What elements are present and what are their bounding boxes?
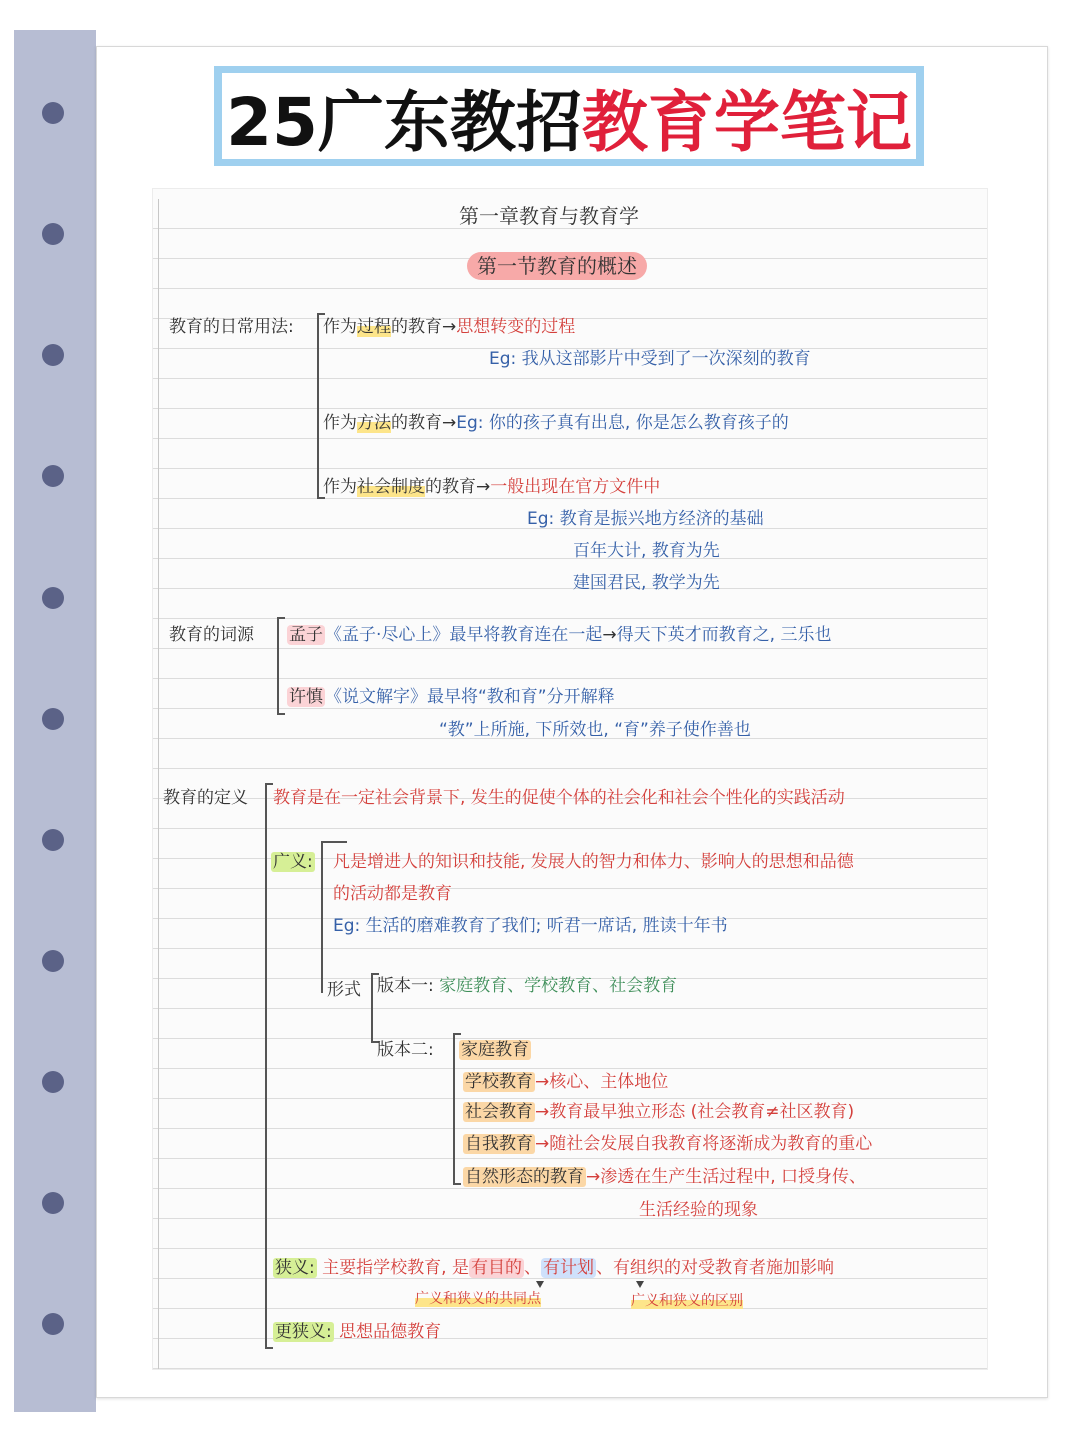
version-2-bracket bbox=[453, 1033, 455, 1185]
usage-system-example: Eg: 教育是振兴地方经济的基础 bbox=[527, 509, 764, 529]
broad-line-1: 凡是增进人的知识和技能, 发展人的智力和体力、影响人的思想和品德 bbox=[333, 852, 854, 872]
arrow-down-icon bbox=[536, 1281, 544, 1288]
binder-hole bbox=[42, 344, 64, 366]
broad-label: 广义: bbox=[273, 852, 313, 872]
usage-method: 作为方法的教育→Eg: 你的孩子真有出息, 你是怎么教育孩子的 bbox=[323, 413, 789, 433]
definition-main: 教育是在一定社会背景下, 发生的促使个体的社会化和社会个性化的实践活动 bbox=[273, 788, 845, 808]
binder-hole bbox=[42, 102, 64, 124]
binder-hole bbox=[42, 1071, 64, 1093]
definition-label: 教育的定义 bbox=[163, 788, 248, 808]
narrow-note-difference: 广义和狭义的区别 bbox=[631, 1293, 743, 1309]
forms-version-1: 版本一: 家庭教育、学校教育、社会教育 bbox=[377, 976, 678, 996]
binder-hole bbox=[42, 1192, 64, 1214]
narrow-note-common: 广义和狭义的共同点 bbox=[415, 1291, 541, 1307]
narrow-definition: 狭义: 主要指学校教育, 是 有目的 、 有计划 、有组织的对受教育者施加影响 bbox=[275, 1258, 834, 1278]
forms-bracket bbox=[371, 973, 373, 1043]
usage-bracket bbox=[317, 313, 319, 499]
usage-system-example-3: 建国君民, 教学为先 bbox=[573, 573, 720, 593]
forms-label: 形式 bbox=[327, 980, 361, 1000]
lined-paper bbox=[152, 188, 988, 1370]
binder-hole bbox=[42, 465, 64, 487]
etymology-mencius: 孟子 《孟子·尽心上》最早将教育连在一起→得天下英才而教育之, 三乐也 bbox=[289, 625, 832, 645]
version-2-item: 家庭教育 bbox=[461, 1040, 529, 1060]
version-2-item: 社会教育 →教育最早独立形态 (社会教育≠社区教育) bbox=[465, 1102, 855, 1122]
usage-process: 作为过程的教育→思想转变的过程 bbox=[323, 317, 576, 337]
title-banner bbox=[214, 66, 924, 166]
etymology-xushen: 许慎 《说文解字》最早将“教和育”分开解释 bbox=[289, 687, 615, 707]
version-2-item: 自我教育 →随社会发展自我教育将逐渐成为教育的重心 bbox=[465, 1134, 873, 1154]
binder-hole bbox=[42, 223, 64, 245]
binder-hole bbox=[42, 829, 64, 851]
narrower-definition: 更狭义: 思想品德教育 bbox=[275, 1322, 442, 1342]
binder-hole bbox=[42, 1313, 64, 1335]
definition-bracket bbox=[265, 783, 267, 1349]
version-2-extra: 生活经验的现象 bbox=[639, 1200, 758, 1220]
usage-system-example-2: 百年大计, 教育为先 bbox=[573, 541, 720, 561]
title-part-red: 教育学笔记 bbox=[581, 83, 912, 161]
binder-hole bbox=[42, 708, 64, 730]
usage-label: 教育的日常用法: bbox=[169, 317, 294, 337]
title-part-black: 25广东教招 bbox=[226, 83, 582, 161]
section-heading: 第一节教育的概述 bbox=[467, 255, 647, 279]
version-2-item: 自然形态的教育 →渗透在生产生活过程中, 口授身传、 bbox=[465, 1167, 867, 1187]
page-title bbox=[222, 73, 916, 159]
usage-process-example: Eg: 我从这部影片中受到了一次深刻的教育 bbox=[489, 349, 811, 369]
broad-bracket bbox=[321, 841, 323, 993]
binder-hole bbox=[42, 587, 64, 609]
etymology-label: 教育的词源 bbox=[169, 625, 254, 645]
arrow-down-icon bbox=[636, 1281, 644, 1288]
binder-hole bbox=[42, 950, 64, 972]
version-2-item: 学校教育 →核心、主体地位 bbox=[465, 1072, 669, 1092]
usage-system: 作为社会制度的教育→一般出现在官方文件中 bbox=[323, 477, 661, 497]
broad-example: Eg: 生活的磨难教育了我们; 听君一席话, 胜读十年书 bbox=[333, 916, 728, 936]
chapter-heading: 第一章教育与教育学 bbox=[459, 204, 639, 228]
forms-version-2-label: 版本二: bbox=[377, 1040, 434, 1060]
broad-line-2: 的活动都是教育 bbox=[333, 884, 452, 904]
etymology-bracket bbox=[277, 617, 279, 715]
etymology-xushen-quote: “教”上所施, 下所效也, “育”养子使作善也 bbox=[439, 720, 751, 740]
